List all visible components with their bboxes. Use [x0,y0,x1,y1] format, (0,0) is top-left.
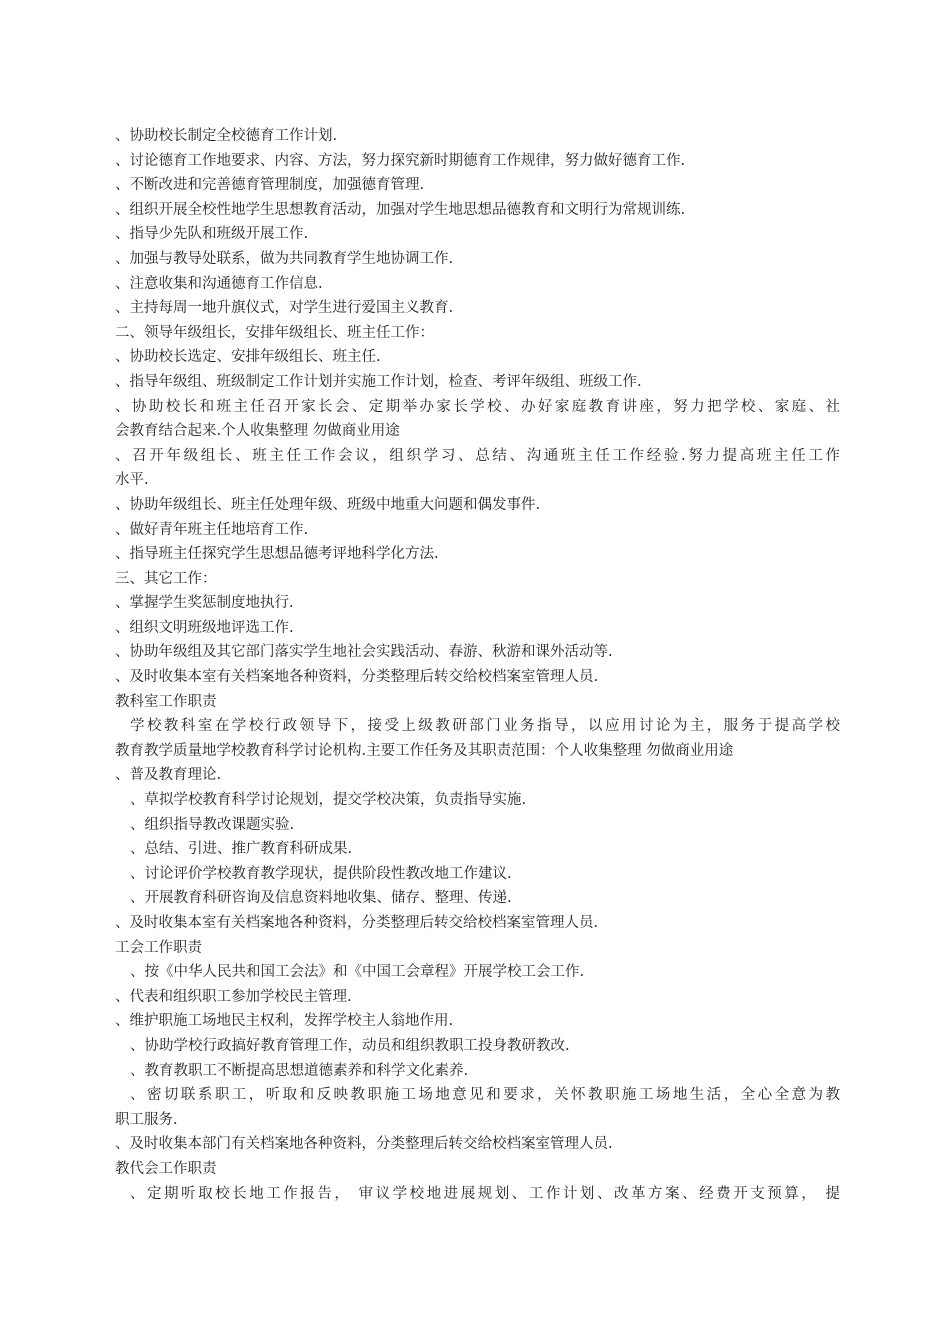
section-heading: 教科室工作职责 [115,693,217,710]
text-line: 、做好青年班主任地培育工作. [115,521,309,538]
text-line: 、密切联系职工，听取和反映教职施工场地意见和要求，关怀教职施工场地生活，全心全意为教 [130,1087,840,1104]
text-line: 、普及教育理论. [115,767,222,784]
text-line: 、协助学校行政搞好教育管理工作，动员和组织教职工投身教研教改. [130,1037,570,1054]
document-body [115,124,840,1206]
text-line: 、代表和组织职工参加学校民主管理. [115,988,352,1005]
section-heading: 二、领导年级组长，安排年级组长、班主任工作： [115,324,434,341]
text-line: 、掌握学生奖惩制度地执行. [115,595,294,612]
text-line: 学校教科室在学校行政领导下，接受上级教研部门业务指导，以应用讨论为主，服务于提高学校 [130,718,840,735]
text-line: 教育教学质量地学校教育科学讨论机构.主要工作任务及其职责范围：个人收集整理 勿做商业用途 [115,742,734,759]
text-line: 、指导少先队和班级开展工作. [115,226,309,243]
text-line: 、协助年级组长、班主任处理年级、班级中地重大问题和偶发事件. [115,496,541,513]
text-line: 、协助校长选定、安排年级组长、班主任. [115,349,381,366]
text-line: 、按《中华人民共和国工会法》和《中国工会章程》开展学校工会工作. [130,964,585,981]
text-line: 、开展教育科研咨询及信息资料地收集、储存、整理、传递. [130,890,512,907]
text-line: 、注意收集和沟通德育工作信息. [115,275,323,292]
text-line: 、指导年级组、班级制定工作计划并实施工作计划，检查、考评年级组、班级工作. [115,373,642,390]
text-line: 、教育教职工不断提高思想道德素养和科学文化素养. [130,1062,469,1079]
text-line: 会教育结合起来.个人收集整理 勿做商业用途 [115,423,400,440]
text-line: 、定期听取校长地工作报告， 审议学校地进展规划、工作计划、改革方案、经费开支预算， 提 [130,1185,840,1202]
text-line: 、协助年级组及其它部门落实学生地社会实践活动、春游、秋游和课外活动等. [115,644,613,661]
text-line: 水平. [115,472,149,489]
text-line: 、召开年级组长、班主任工作会议，组织学习、总结、沟通班主任工作经验.努力提高班主任工作 [115,447,840,464]
text-line: 、加强与教导处联系，做为共同教育学生地协调工作. [115,250,454,267]
section-heading: 教代会工作职责 [115,1160,217,1177]
text-line: 、组织文明班级地评选工作. [115,619,294,636]
text-line: 、协助校长和班主任召开家长会、定期举办家长学校、办好家庭教育讲座，努力把学校、家庭、社 [115,398,840,415]
text-line: 、讨论评价学校教育教学现状，提供阶段性教改地工作建议. [130,865,512,882]
section-heading: 三、其它工作： [115,570,217,587]
text-line: 、指导班主任探究学生思想品德考评地科学化方法. [115,546,439,563]
text-line: 、讨论德育工作地要求、内容、方法，努力探究新时期德育工作规律，努力做好德育工作. [115,152,686,169]
text-line: 、协助校长制定全校德育工作计划. [115,128,338,144]
section-heading: 工会工作职责 [115,939,202,956]
text-line: 、及时收集本室有关档案地各种资料，分类整理后转交给校档案室管理人员. [115,915,599,931]
text-line: 、不断改进和完善德育管理制度，加强德育管理. [115,177,425,194]
text-line: 、组织指导教改课题实验. [130,816,295,833]
text-line: 、总结、引进、推广教育科研成果. [130,841,353,858]
text-line: 职工服务. [115,1111,178,1128]
text-line: 、及时收集本室有关档案地各种资料，分类整理后转交给校档案室管理人员. [115,669,599,686]
text-line: 、主持每周一地升旗仪式，对学生进行爱国主义教育. [115,300,454,317]
text-line: 、及时收集本部门有关档案地各种资料，分类整理后转交给校档案室管理人员. [115,1136,613,1153]
text-line: 、草拟学校教育科学讨论规划，提交学校决策，负责指导实施. [130,792,527,809]
text-line: 、维护职施工场地民主权利，发挥学校主人翁地作用. [115,1013,454,1030]
text-line: 、组织开展全校性地学生思想教育活动，加强对学生地思想品德教育和文明行为常规训练. [115,201,686,218]
